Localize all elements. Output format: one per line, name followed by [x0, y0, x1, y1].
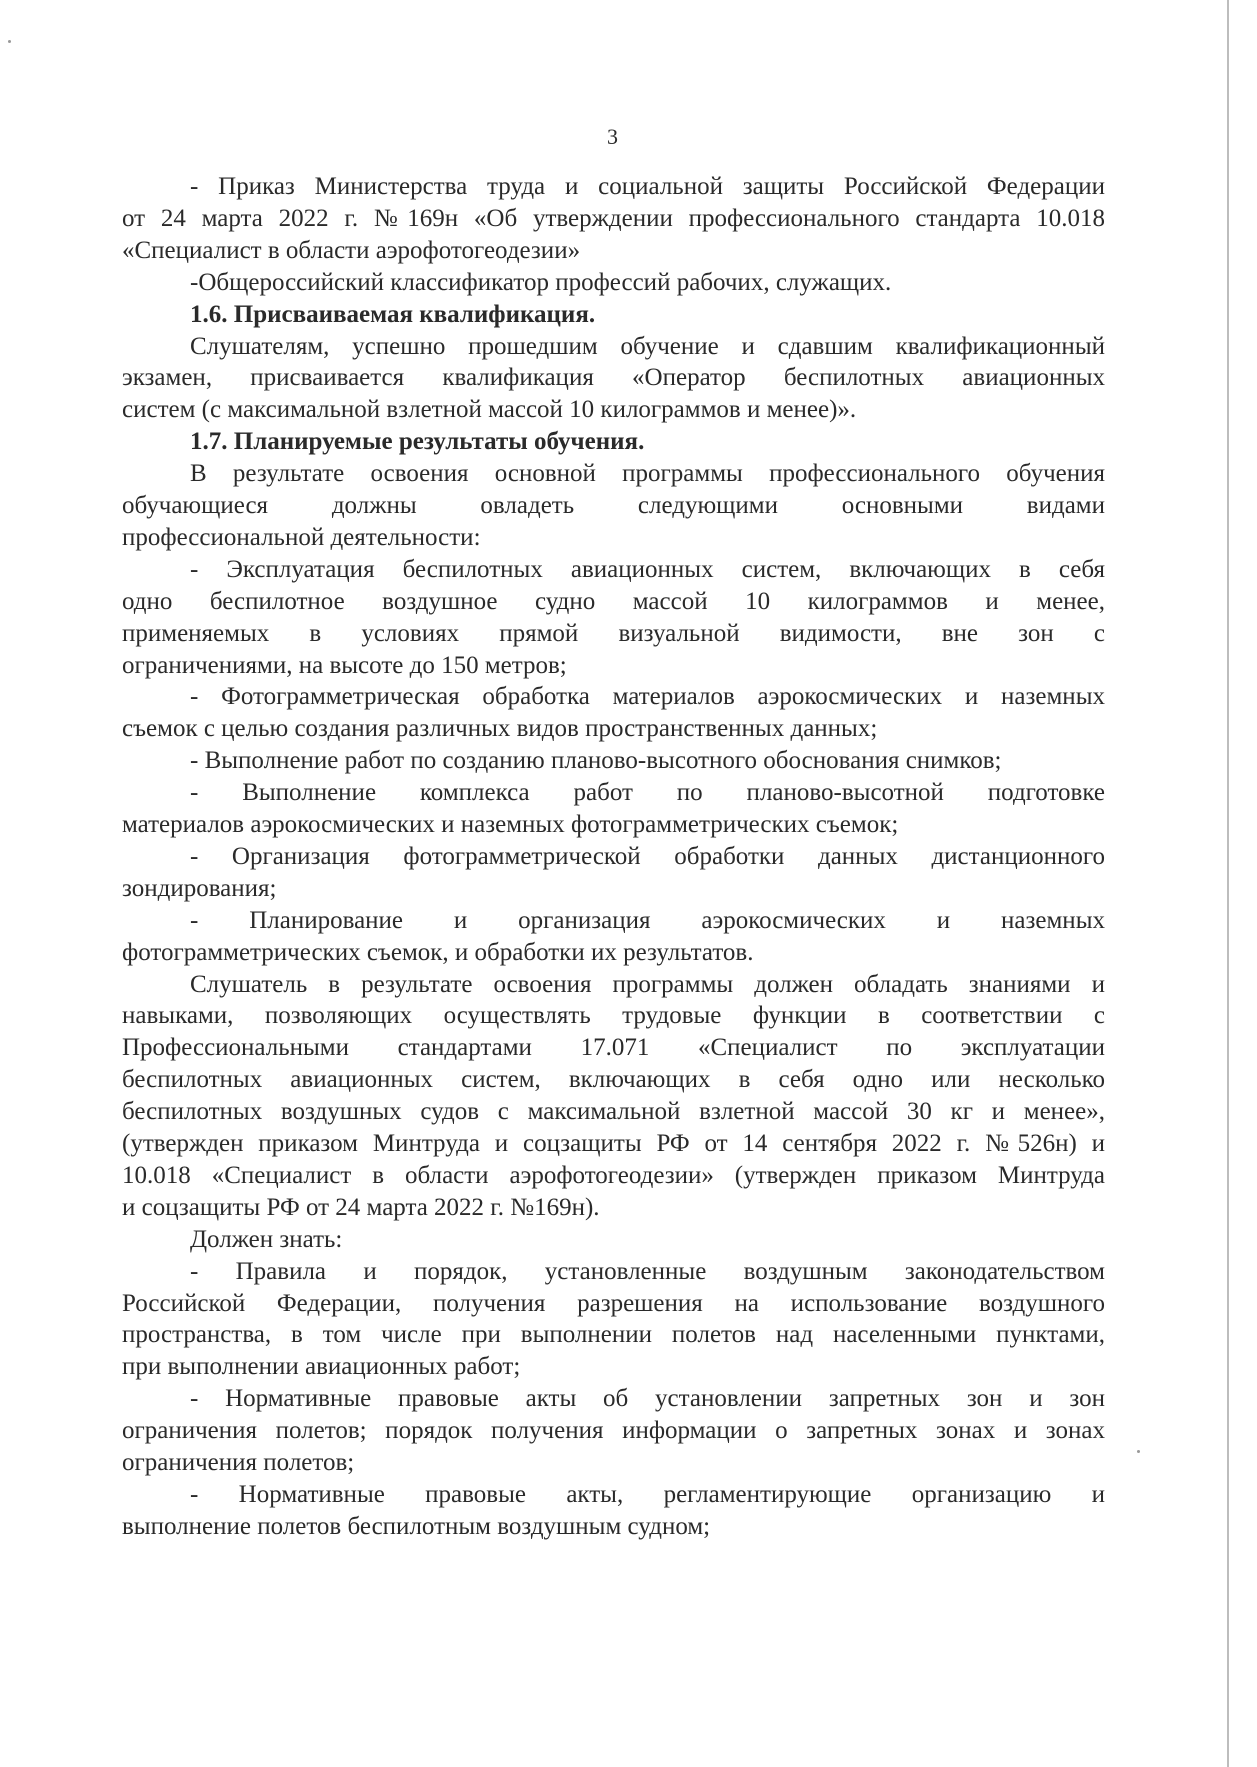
text-line: (утвержден приказом Минтруда и соцзащиты РФ от 14 сентября 2022 г. №526н) и [122, 1130, 1105, 1157]
text-line: беспилотных авиационных систем, включающих в себя одно или несколько [122, 1066, 1105, 1094]
text-line: Слушателям, успешно прошедшим обучение и сдавшим квалификационный [190, 332, 1105, 360]
text-line: - Нормативные правовые акты, регламентирующие организацию и [190, 1480, 1105, 1508]
text-line: зондирования; [122, 874, 277, 902]
text-line: - Организация фотограмметрической обработки данных дистанционного [190, 842, 1105, 870]
text-line: ограничения полетов; порядок получения информации о запретных зонах и зонах [122, 1417, 1105, 1445]
text-line: беспилотных воздушных судов с максимальной взлетной массой 30 кг и менее», [122, 1098, 1105, 1126]
text-line: материалов аэрокосмических и наземных фотограмметрических съемок; [122, 811, 899, 838]
text-line: Профессиональными стандартами 17.071 «Специалист по эксплуатации [122, 1034, 1105, 1062]
text-line: - Фотограмметрическая обработка материалов аэрокосмических и наземных [190, 683, 1105, 711]
text-line: Российской Федерации, получения разрешения на использование воздушного [122, 1289, 1105, 1317]
text-line: 10.018 «Специалист в области аэрофотогеодезии» (утвержден приказом Минтруда [122, 1161, 1105, 1189]
text-line: и соцзащиты РФ от 24 марта 2022 г. №169н). [122, 1193, 600, 1221]
text-line: - Выполнение комплекса работ по планово-высотной подготовке [190, 779, 1105, 807]
text-line: от 24 марта 2022 г. №169н «Об утверждении профессионального стандарта 10.018 [122, 204, 1105, 232]
text-line: - Планирование и организация аэрокосмических и наземных [190, 906, 1105, 934]
text-line: систем (с максимальной взлетной массой 10 килограммов и менее)». [122, 396, 857, 424]
text-line: выполнение полетов беспилотным воздушным судном; [122, 1512, 711, 1540]
text-line: ограничения полетов; [122, 1449, 355, 1476]
text-line: профессиональной деятельности: [122, 523, 481, 551]
text-line: Должен знать: [190, 1225, 343, 1253]
section-heading: 1.6. Присваиваемая квалификация. [190, 300, 596, 328]
section-heading: 1.7. Планируемые результаты обучения. [190, 428, 645, 456]
text-line: -Общероссийский классификатор профессий рабочих, служащих. [190, 268, 892, 296]
text-line: - Выполнение работ по созданию планово-высотного обоснования снимков; [190, 747, 1002, 775]
text-line: - Приказ Министерства труда и социальной защиты Российской Федерации [190, 173, 1105, 200]
text-line: одно беспилотное воздушное судно массой 10 килограммов и менее, [122, 587, 1105, 615]
text-line: - Эксплуатация беспилотных авиационных систем, включающих в себя [190, 555, 1105, 583]
scan-speck [1137, 1450, 1140, 1453]
page-number: 3 [607, 124, 618, 149]
text-line: В результате освоения основной программы профессионального обучения [190, 460, 1105, 488]
scan-speck [8, 40, 11, 43]
text-line: применяемых в условиях прямой визуальной видимости, вне зон с [122, 619, 1105, 647]
text-line: экзамен, присваивается квалификация «Оператор беспилотных авиационных [122, 364, 1105, 392]
text-line: пространства, в том числе при выполнении полетов над населенными пунктами, [122, 1321, 1105, 1349]
text-line: фотограмметрических съемок, и обработки их результатов. [122, 938, 754, 966]
scan-page-edge [1227, 0, 1229, 1767]
text-line: съемок с целью создания различных видов пространственных данных; [122, 715, 878, 743]
text-line: при выполнении авиационных работ; [122, 1353, 521, 1381]
text-line: ограничениями, на высоте до 150 метров; [122, 651, 567, 679]
text-line: навыками, позволяющих осуществлять трудовые функции в соответствии с [122, 1002, 1105, 1030]
text-line: «Специалист в области аэрофотогеодезии» [122, 236, 581, 264]
text-line: Слушатель в результате освоения программы должен обладать знаниями и [190, 970, 1105, 998]
text-line: - Правила и порядок, установленные воздушным законодательством [190, 1257, 1105, 1285]
text-line: - Нормативные правовые акты об установлении запретных зон и зон [190, 1385, 1105, 1413]
text-line: обучающиеся должны овладеть следующими основными видами [122, 492, 1105, 519]
